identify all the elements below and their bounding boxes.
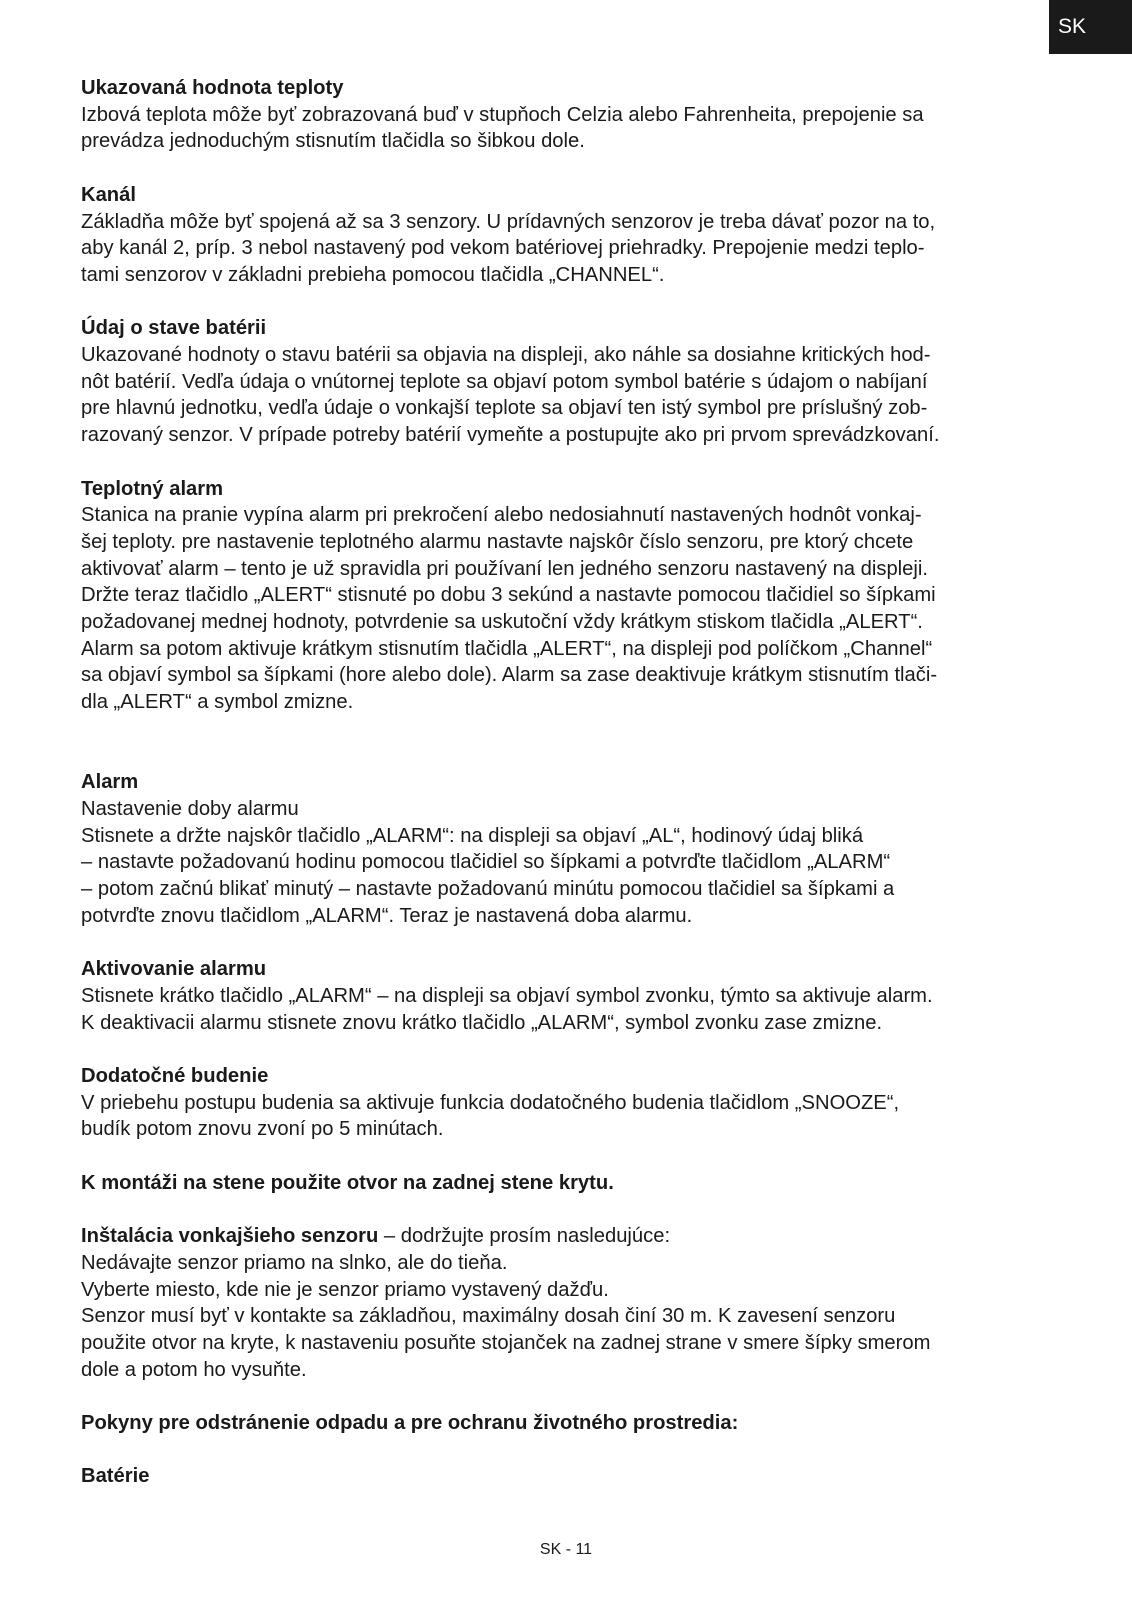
text-line: Stisnete krátko tlačidlo „ALARM“ – na displeji sa objaví symbol zvonku, týmto sa aktivuje alarm.	[81, 984, 933, 1007]
section-batteries	[81, 1463, 1081, 1490]
text-line: budík potom znovu zvoní po 5 minútach.	[81, 1118, 444, 1141]
language-tab: SK	[1049, 0, 1132, 54]
section-alarm	[81, 769, 1081, 929]
section-alarm-activation	[81, 956, 1081, 1036]
text-line: aby kanál 2, príp. 3 nebol nastavený pod vekom batériovej priehradky. Prepojenie medzi teplo-	[81, 237, 925, 260]
text-line: šej teploty. pre nastavenie teplotného alarmu nastavte najskôr číslo senzoru, pre ktorý chcete	[81, 530, 914, 553]
text-line: Nastavenie doby alarmu	[81, 797, 299, 820]
text-line: požadovanej mednej hodnoty, potvrdenie sa uskutoční vždy krátkym stiskom tlačidla „ALERT“.	[81, 611, 923, 634]
heading-suffix: – dodržujte prosím nasledujúce:	[378, 1225, 671, 1248]
text-line: Senzor musí byť v kontakte sa základňou, maximálny dosah činí 30 m. K zavesení senzoru	[81, 1305, 896, 1328]
battery-heading: Batérie	[81, 1465, 150, 1488]
text-line: – potom začnú blikať minutý – nastavte požadovanú minútu pomocou tlačidiel sa šípkami a	[81, 878, 895, 901]
section-heading: Dodatočné budenie	[81, 1064, 269, 1087]
text-line: nôt batérií. Vedľa údaja o vnútornej teplote sa objaví potom symbol batérie s údajom o nabíjaní	[81, 370, 928, 393]
section-heading: Aktivovanie alarmu	[81, 958, 267, 981]
text-line: Vyberte miesto, kde nie je senzor priamo vystavený dažďu.	[81, 1278, 609, 1301]
text-line: aktivovať alarm – tento je už spravidla pri používaní len jedného senzoru nastavený na displeji.	[81, 557, 928, 580]
text-line: použite otvor na kryte, k nastaveniu posuňte stojanček na zadnej strane v smere šípky smerom	[81, 1331, 931, 1354]
text-line: pre hlavnú jednotku, vedľa údaje o vonkajší teplote sa objaví ten istý symbol pre príslušný zob-	[81, 397, 928, 420]
text-line: Ukazované hodnoty o stavu batérii sa objavia na displeji, ako náhle sa dosiahne kritických hod-	[81, 344, 931, 366]
text-line: razovaný senzor. V prípade potreby batérií vymeňte a postupujte ako pri prvom sprevádzkovaní.	[81, 424, 940, 447]
text-line: K deaktivacii alarmu stisnete znovu krátko tlačidlo „ALARM“, symbol zvonku zase zmizne.	[81, 1011, 883, 1034]
section-heading: Teplotný alarm	[81, 477, 224, 500]
section-heading: Alarm	[81, 771, 139, 794]
section-heading: Ukazovaná hodnota teploty	[81, 77, 344, 99]
section-heading: Kanál	[81, 183, 136, 206]
text-line: sa objaví symbol sa šípkami (hore alebo dole). Alarm sa zase deaktivuje krátkym stisnutím tlači-	[81, 664, 938, 687]
text-line: Nedávajte senzor priamo na slnko, ale do tieňa.	[81, 1251, 508, 1274]
text-line: Stanica na pranie vypína alarm pri prekročení alebo nedosiahnutí nastavených hodnôt vonkaj-	[81, 504, 922, 527]
installation-heading-line	[81, 1223, 1081, 1250]
disposal-heading: Pokyny pre odstránenie odpadu a pre ochranu životného prostredia:	[81, 1412, 739, 1435]
page-number: SK - 11	[539, 1541, 593, 1558]
text-line: tami senzorov v základni prebieha pomocou tlačidla „CHANNEL“.	[81, 263, 665, 286]
section-channel	[81, 182, 1081, 289]
section-temperature-alarm	[81, 476, 1081, 716]
text-line: Alarm sa potom aktivuje krátkym stisnutím tlačidla „ALERT“, na displeji pod políčkom „Channel“	[81, 637, 933, 660]
section-temperature-display	[81, 75, 1081, 155]
document-body	[81, 75, 1081, 1517]
text-line: potvrďte znovu tlačidlom „ALARM“. Teraz je nastavená doba alarmu.	[81, 904, 693, 927]
section-sensor-installation	[81, 1223, 1081, 1383]
text-line: prevádza jednoduchým stisnutím tlačidla so šibkou dole.	[81, 130, 585, 153]
text-line: – nastavte požadovanú hodinu pomocou tlačidiel so šípkami a potvrďte tlačidlom „ALARM“	[81, 851, 891, 874]
text-line: V priebehu postupu budenia sa aktivuje funkcia dodatočného budenia tlačidlom „SNOOZE“,	[81, 1091, 900, 1114]
section-disposal	[81, 1410, 1081, 1437]
section-wall-mounting	[81, 1170, 1081, 1197]
text-line: Držte teraz tlačidlo „ALERT“ stisnuté po dobu 3 sekúnd a nastavte pomocou tlačidiel so šípkami	[81, 584, 936, 607]
text-line: dole a potom ho vysuňte.	[81, 1358, 307, 1381]
section-snooze	[81, 1063, 1081, 1143]
section-heading: Údaj o stave batérii	[81, 317, 267, 340]
text-line: Izbová teplota môže byť zobrazovaná buď v stupňoch Celzia alebo Fahrenheita, prepojenie sa	[81, 103, 924, 126]
section-battery-status	[81, 315, 1081, 449]
text-line: Základňa môže byť spojená až sa 3 senzory. U prídavných senzorov je treba dávať pozor na to,	[81, 210, 936, 233]
text-line: Stisnete a držte najskôr tlačidlo „ALARM“: na displeji sa objaví „AL“, hodinový údaj bliká	[81, 824, 864, 847]
text-line: dla „ALERT“ a symbol zmizne.	[81, 691, 354, 714]
mounting-note: K montáži na stene použite otvor na zadnej stene krytu.	[81, 1171, 614, 1194]
section-heading: Inštalácia vonkajšieho senzoru	[81, 1225, 379, 1248]
